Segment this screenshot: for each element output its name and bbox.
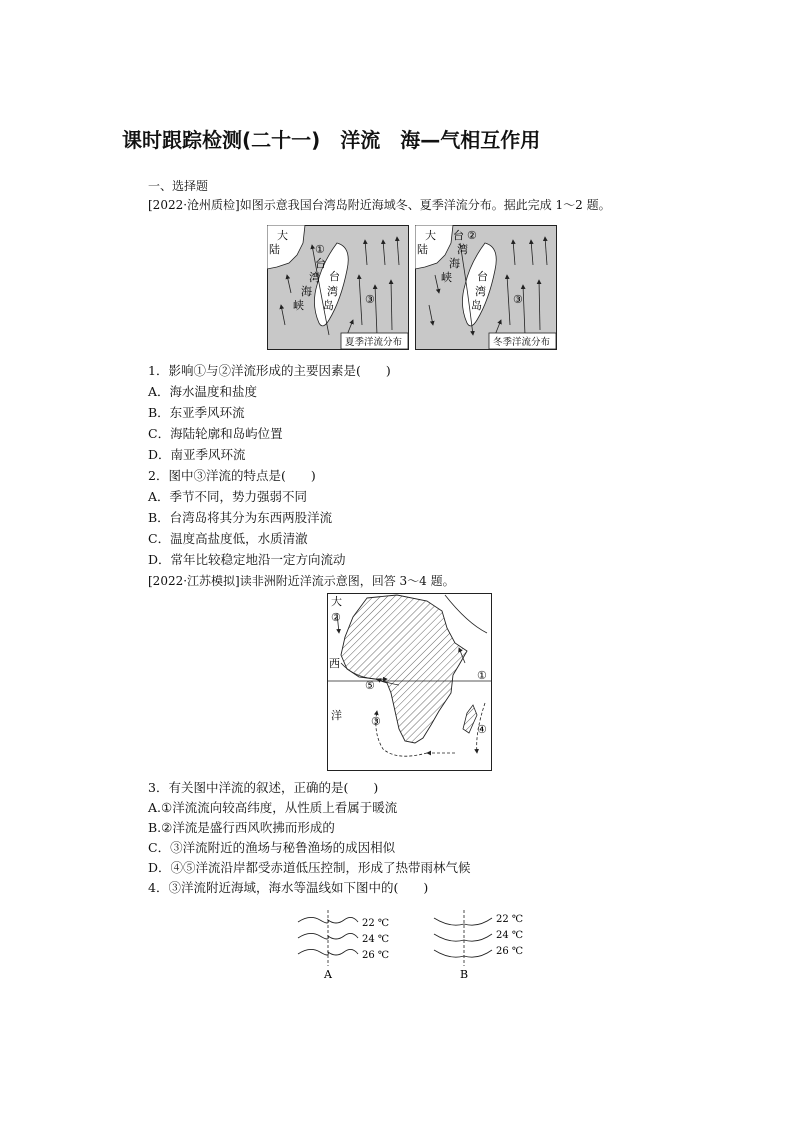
q1-option-a: A．海水温度和盐度 [148, 384, 258, 399]
summer-strait-1: 台 [315, 257, 326, 270]
q4-stem: 4．③洋流附近海域，海水等温线如下图中的( ) [148, 880, 429, 895]
winter-current-2: ② [467, 229, 477, 242]
q2-option-c: C．温度高盐度低，水质清澈 [148, 531, 308, 546]
africa-label-yang: 洋 [331, 709, 342, 722]
africa-current-2: ② [331, 611, 341, 624]
summer-island-2: 湾 [327, 285, 338, 298]
q2-option-a: A．季节不同，势力强弱不同 [148, 489, 308, 504]
isotherm-a-26: 26 ℃ [362, 950, 390, 961]
summer-island-3: 岛 [323, 299, 334, 312]
q1-option-b: B．东亚季风环流 [148, 405, 245, 420]
q2-stem: 2．图中③洋流的特点是( ) [148, 468, 316, 483]
winter-current-3: ③ [513, 293, 523, 306]
q1-stem: 1．影响①与②洋流形成的主要因素是( ) [148, 363, 391, 378]
q2-option-b: B．台湾岛将其分为东西两股洋流 [148, 510, 333, 525]
isotherm-a-24: 24 ℃ [362, 934, 390, 945]
q3-option-b: B.②洋流是盛行西风吹拂而形成的 [148, 820, 335, 835]
summer-current-1: ① [315, 243, 325, 256]
isotherm-figure-b [430, 908, 540, 983]
winter-caption: 冬季洋流分布 [493, 337, 551, 348]
africa-current-4: ④ [477, 723, 487, 736]
q1-option-d: D．南亚季风环流 [148, 447, 246, 462]
winter-mainland-2: 陆 [417, 243, 428, 256]
q1-option-c: C．海陆轮廓和岛屿位置 [148, 426, 283, 441]
africa-current-5: ⑤ [365, 679, 375, 692]
africa-current-1: ① [477, 669, 487, 682]
isotherm-a-label: A [324, 968, 332, 981]
africa-label-da: 大 [331, 595, 342, 608]
winter-island-2: 湾 [475, 285, 486, 298]
africa-label-xi: 西 [329, 657, 340, 670]
isotherm-figure-a [292, 908, 402, 983]
section-heading: 一、选择题 [148, 179, 209, 193]
summer-island-1: 台 [329, 270, 340, 283]
taiwan-summer-map [267, 225, 409, 350]
summer-strait-4: 峡 [293, 299, 304, 312]
summer-current-3: ③ [365, 293, 375, 306]
winter-strait-3: 海 [449, 257, 460, 270]
isotherm-a-22: 22 ℃ [362, 918, 390, 929]
isotherm-b-label: B [460, 968, 469, 981]
isotherm-b-24: 24 ℃ [496, 930, 524, 941]
africa-currents-map [327, 593, 492, 771]
q3-option-c: C．③洋流附近的渔场与秘鲁渔场的成因相似 [148, 840, 396, 855]
intro-africa: [2022·江苏模拟]读非洲附近洋流示意图，回答 3～4 题。 [148, 574, 455, 588]
winter-island-1: 台 [477, 270, 488, 283]
q3-option-a: A.①洋流流向较高纬度，从性质上看属于暖流 [148, 800, 398, 815]
summer-mainland-2: 陆 [269, 243, 280, 256]
winter-island-3: 岛 [471, 299, 482, 312]
africa-current-3: ③ [371, 715, 381, 728]
q2-option-d: D．常年比较稳定地沿一定方向流动 [148, 552, 346, 567]
winter-strait-4: 峡 [441, 271, 452, 284]
isotherm-b-22: 22 ℃ [496, 914, 524, 925]
q3-option-d: D．④⑤洋流沿岸都受赤道低压控制，形成了热带雨林气候 [148, 860, 471, 875]
isotherm-b-26: 26 ℃ [496, 946, 524, 957]
summer-strait-2: 湾 [309, 271, 320, 284]
taiwan-winter-map [415, 225, 557, 350]
winter-mainland-1: 大 [425, 229, 436, 242]
winter-strait-1: 台 [453, 229, 464, 242]
summer-caption: 夏季洋流分布 [345, 337, 403, 348]
q3-stem: 3．有关图中洋流的叙述，正确的是( ) [148, 780, 379, 795]
winter-strait-2: 湾 [457, 243, 468, 256]
summer-mainland-1: 大 [277, 229, 288, 242]
page-title: 课时跟踪检测(二十一) 洋流 海—气相互作用 [122, 128, 541, 152]
intro-taiwan: [2022·沧州质检]如图示意我国台湾岛附近海域冬、夏季洋流分布。据此完成 1～2 题。 [148, 198, 611, 212]
summer-strait-3: 海 [301, 285, 312, 298]
